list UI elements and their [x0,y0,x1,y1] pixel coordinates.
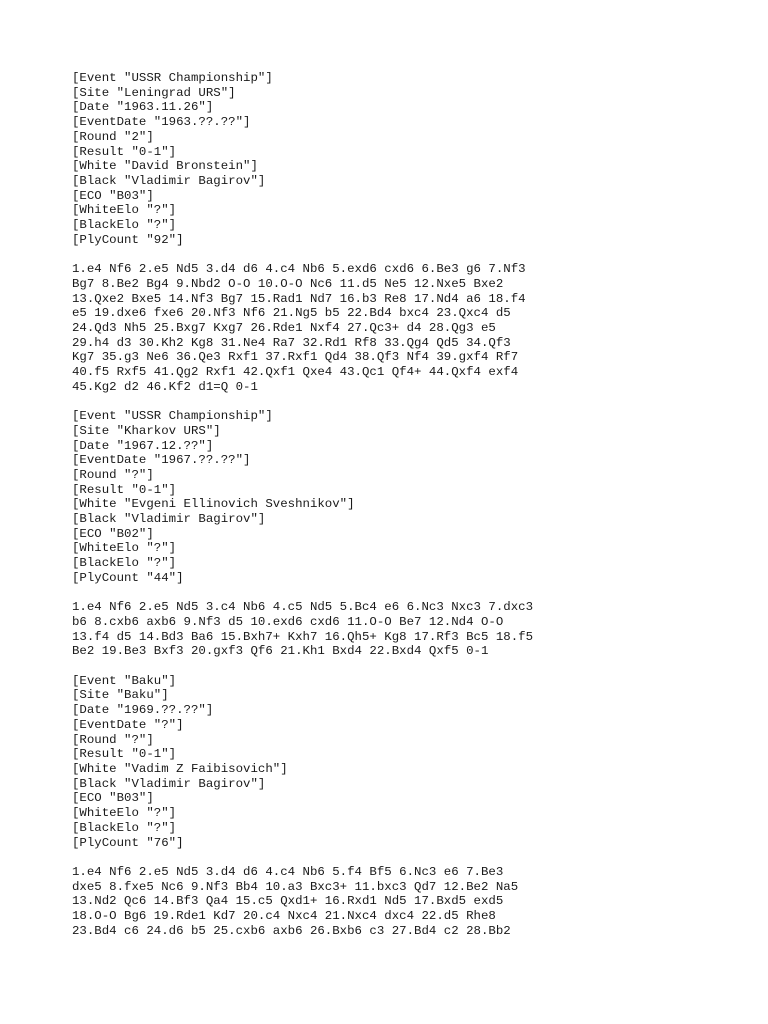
pgn-header-tag: [Result "0-1"] [72,747,177,762]
pgn-header-tag: [ECO "B02"] [72,526,154,541]
pgn-header-tag: [Result "0-1"] [72,144,177,159]
pgn-header-tag: [ECO "B03"] [72,791,154,806]
pgn-header-tag: [Site "Baku"] [72,688,169,703]
pgn-header-tag: [Event "USSR Championship"] [72,409,273,424]
pgn-move-line: 1.e4 Nf6 2.e5 Nd5 3.d4 d6 4.c4 Nb6 5.exd6 cxd6 6.Be3 g6 7.Nf3 [72,262,526,277]
pgn-header-tag: [ECO "B03"] [72,188,154,203]
pgn-header-tag: [White "Evgeni Ellinovich Sveshnikov"] [72,497,355,512]
pgn-header-tag: [PlyCount "76"] [72,835,184,850]
pgn-movetext [72,262,752,394]
pgn-header-tag: [WhiteElo "?"] [72,541,177,556]
pgn-header-tag: [WhiteElo "?"] [72,203,177,218]
pgn-move-line: Bg7 8.Be2 Bg4 9.Nbd2 O-O 10.O-O Nc6 11.d5 Ne5 12.Nxe5 Bxe2 [72,276,504,291]
pgn-header-tag: [Event "Baku"] [72,673,177,688]
pgn-movetext [72,865,752,939]
pgn-header-tag: [EventDate "1967.??.??"] [72,453,251,468]
pgn-header-tag: [BlackElo "?"] [72,218,177,233]
pgn-move-line: 13.f4 d5 14.Bd3 Ba6 15.Bxh7+ Kxh7 16.Qh5+ Kg8 17.Rf3 Bc5 18.f5 [72,629,534,644]
pgn-headers [72,674,752,850]
pgn-header-tag: [BlackElo "?"] [72,556,177,571]
pgn-header-tag: [Site "Kharkov URS"] [72,423,221,438]
pgn-move-line: 23.Bd4 c6 24.d6 b5 25.cxb6 axb6 26.Bxb6 c3 27.Bd4 c2 28.Bb2 [72,923,511,938]
pgn-header-tag: [WhiteElo "?"] [72,806,177,821]
pgn-game [72,409,752,659]
pgn-move-line: b6 8.cxb6 axb6 9.Nf3 d5 10.exd6 cxd6 11.O-O Be7 12.Nd4 O-O [72,614,504,629]
pgn-header-tag: [Round "?"] [72,732,154,747]
pgn-move-line: 40.f5 Rxf5 41.Qg2 Rxf1 42.Qxf1 Qxe4 43.Qc1 Qf4+ 44.Qxf4 exf4 [72,365,519,380]
pgn-header-tag: [Black "Vladimir Bagirov"] [72,776,266,791]
pgn-header-tag: [Result "0-1"] [72,482,177,497]
pgn-header-tag: [Event "USSR Championship"] [72,71,273,85]
pgn-header-tag: [White "Vadim Z Faibisovich"] [72,761,288,776]
pgn-header-tag: [BlackElo "?"] [72,820,177,835]
pgn-headers [72,409,752,585]
pgn-headers [72,71,752,247]
pgn-header-tag: [Site "Leningrad URS"] [72,85,236,100]
pgn-move-line: dxe5 8.fxe5 Nc6 9.Nf3 Bb4 10.a3 Bxc3+ 11.bxc3 Qd7 12.Be2 Na5 [72,879,519,894]
pgn-header-tag: [EventDate "1963.??.??"] [72,115,251,130]
pgn-header-tag: [Black "Vladimir Bagirov"] [72,173,266,188]
pgn-header-tag: [Date "1963.11.26"] [72,100,214,115]
pgn-header-tag: [Date "1969.??.??"] [72,703,214,718]
pgn-header-tag: [Round "?"] [72,467,154,482]
pgn-move-line: 24.Qd3 Nh5 25.Bxg7 Kxg7 26.Rde1 Nxf4 27.Qc3+ d4 28.Qg3 e5 [72,320,496,335]
pgn-header-tag: [Date "1967.12.??"] [72,438,214,453]
pgn-movetext [72,600,752,659]
pgn-move-line: 1.e4 Nf6 2.e5 Nd5 3.d4 d6 4.c4 Nb6 5.f4 Bf5 6.Nc3 e6 7.Be3 [72,864,504,879]
pgn-move-line: 13.Qxe2 Bxe5 14.Nf3 Bg7 15.Rad1 Nd7 16.b3 Re8 17.Nd4 a6 18.f4 [72,291,526,306]
pgn-move-line: 45.Kg2 d2 46.Kf2 d1=Q 0-1 [72,379,258,394]
pgn-header-tag: [Round "2"] [72,129,154,144]
pgn-move-line: 1.e4 Nf6 2.e5 Nd5 3.c4 Nb6 4.c5 Nd5 5.Bc4 e6 6.Nc3 Nxc3 7.dxc3 [72,600,534,615]
pgn-header-tag: [Black "Vladimir Bagirov"] [72,512,266,527]
pgn-move-line: 13.Nd2 Qc6 14.Bf3 Qa4 15.c5 Qxd1+ 16.Rxd1 Nd5 17.Bxd5 exd5 [72,894,504,909]
pgn-header-tag: [White "David Bronstein"] [72,159,258,174]
pgn-move-line: 29.h4 d3 30.Kh2 Kg8 31.Ne4 Ra7 32.Rd1 Rf8 33.Qg4 Qd5 34.Qf3 [72,335,511,350]
pgn-document [72,71,752,953]
pgn-move-line: Kg7 35.g3 Ne6 36.Qe3 Rxf1 37.Rxf1 Qd4 38.Qf3 Nf4 39.gxf4 Rf7 [72,350,519,365]
pgn-header-tag: [PlyCount "44"] [72,570,184,585]
pgn-move-line: 18.O-O Bg6 19.Rde1 Kd7 20.c4 Nxc4 21.Nxc4 dxc4 22.d5 Rhe8 [72,909,496,923]
pgn-move-line: e5 19.dxe6 fxe6 20.Nf3 Nf6 21.Ng5 b5 22.Bd4 bxc4 23.Qxc4 d5 [72,306,511,321]
pgn-game [72,674,752,939]
pgn-move-line: Be2 19.Be3 Bxf3 20.gxf3 Qf6 21.Kh1 Bxd4 22.Bxd4 Qxf5 0-1 [72,644,489,659]
pgn-header-tag: [PlyCount "92"] [72,232,184,247]
pgn-header-tag: [EventDate "?"] [72,717,184,732]
pgn-game [72,71,752,394]
